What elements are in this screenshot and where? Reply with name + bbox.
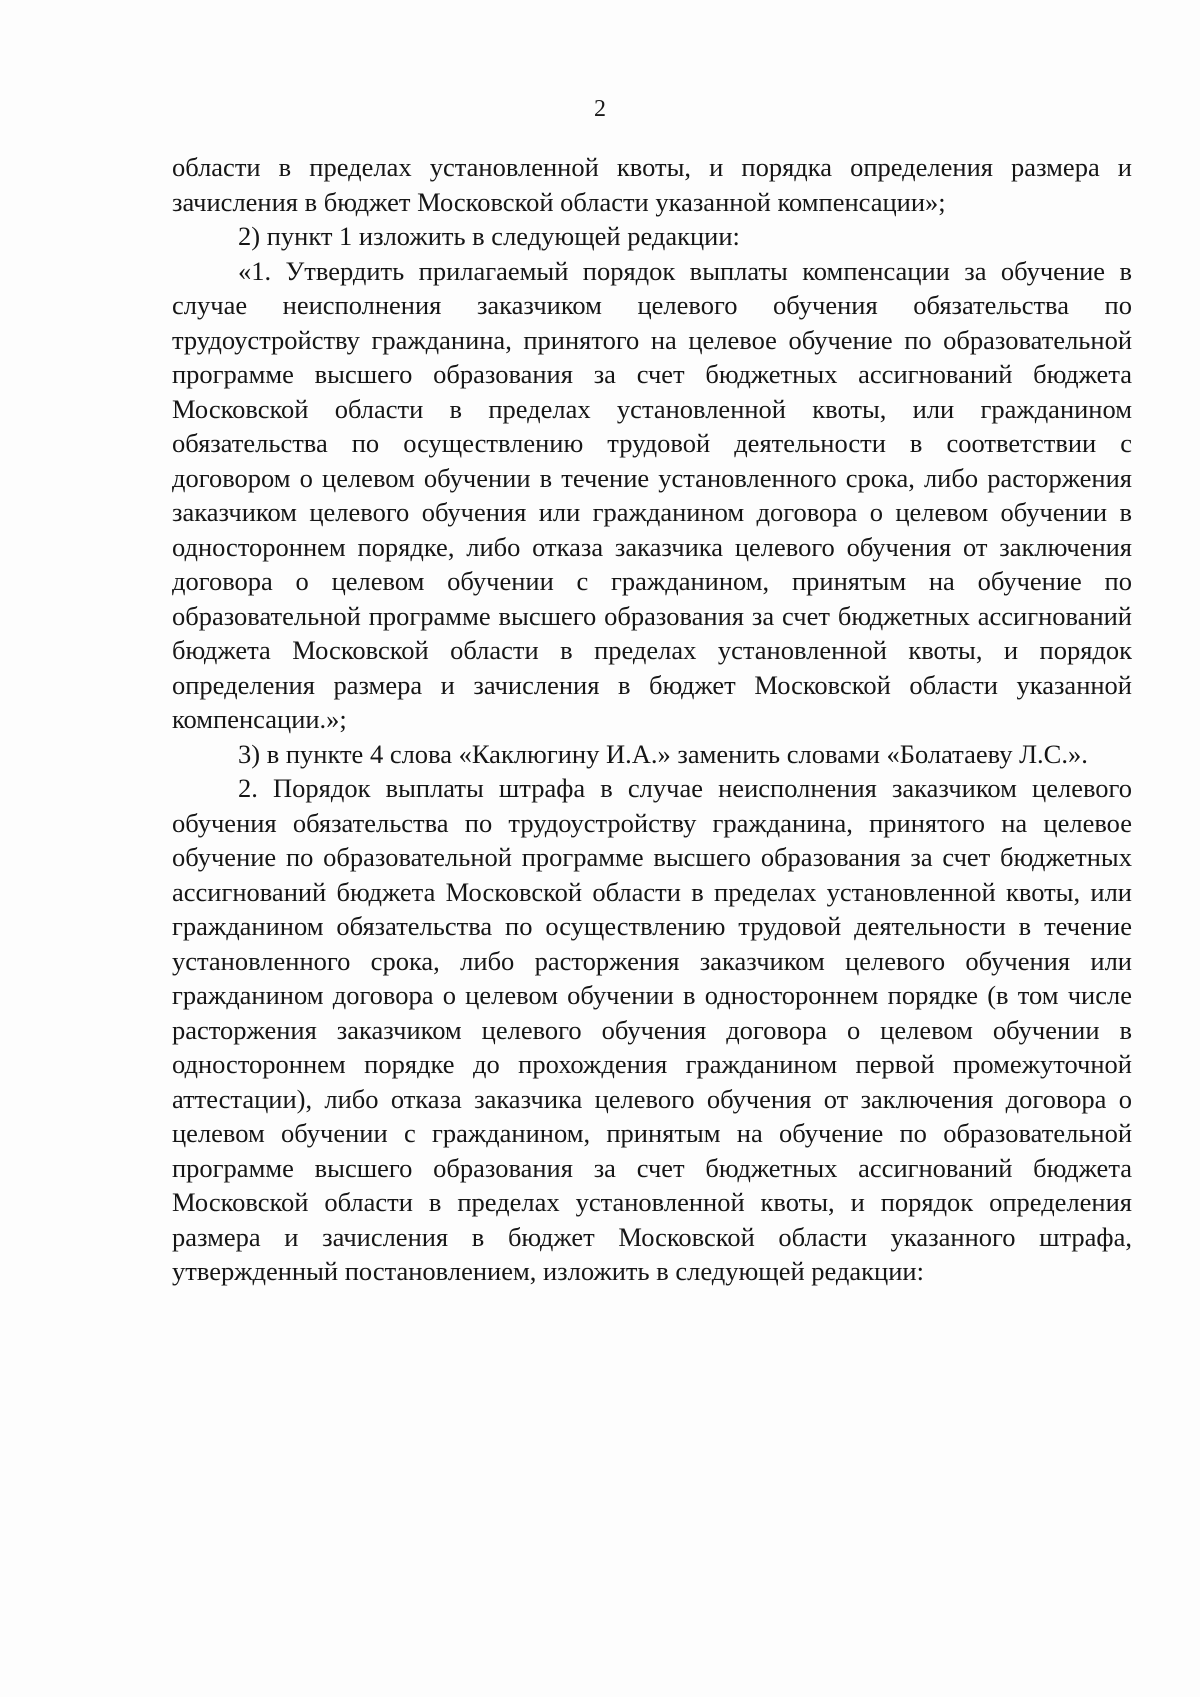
paragraph-point-2: 2. Порядок выплаты штрафа в случае неисполнения заказчиком целевого обучения обязательства по трудоустройству гражданина, принятого на целевое обучение по образовательной программе высшего образования за счет бюджетных ассигнований бюджета Московской области в пределах установленной квоты, или гражданином обязательства по осуществлению трудовой деятельности в течение установленного срока, либо расторжения заказчиком целевого обучения или гражданином договора о целевом обучении в одностороннем порядке (в том числе расторжения заказчиком целевого обучения договора о целевом обучении в одностороннем порядке до прохождения гражданином первой промежуточной аттестации), либо отказа заказчика целевого обучения от заключения договора о целевом обучении с гражданином, принятым на обучение по образовательной программе высшего образования за счет бюджетных ассигнований бюджета Московской области в пределах установленной квоты, и порядок определения размера и зачисления в бюджет Московской области указанного штрафа, утвержденный постановлением, изложить в следующей редакции: — [172, 773, 1132, 1286]
paragraph-continuation: области в пределах установленной квоты, и порядка определения размера и зачисления в бюджет Московской области указанной компенсации»; — [172, 152, 1132, 217]
page-number: 2 — [594, 96, 606, 122]
paragraph-item-3: 3) в пункте 4 слова «Каклюгину И.А.» заменить словами «Болатаеву Л.С.». — [238, 738, 1088, 769]
document-body — [172, 150, 1132, 1289]
paragraph-item-2: 2) пункт 1 изложить в следующей редакции: — [238, 221, 740, 251]
paragraph-quoted-point-1: «1. Утвердить прилагаемый порядок выплаты компенсации за обучение в случае неисполнения заказчиком целевого обучения обязательства по трудоустройству гражданина, принятого на целевое обучение по образовательной программе высшего образования за счет бюджетных ассигнований бюджета Московской области в пределах установленной квоты, или гражданином обязательства по осуществлению трудовой деятельности в соответствии с договором о целевом обучении в течение установленного срока, либо расторжения заказчиком целевого обучения или гражданином договора о целевом обучении в одностороннем порядке, либо отказа заказчика целевого обучения от заключения договора о целевом обучении с гражданином, принятым на обучение по образовательной программе высшего образования за счет бюджетных ассигнований бюджета Московской области в пределах установленной квоты, и порядок определения размера и зачисления в бюджет Московской области указанной компенсации.»; — [172, 255, 1132, 734]
